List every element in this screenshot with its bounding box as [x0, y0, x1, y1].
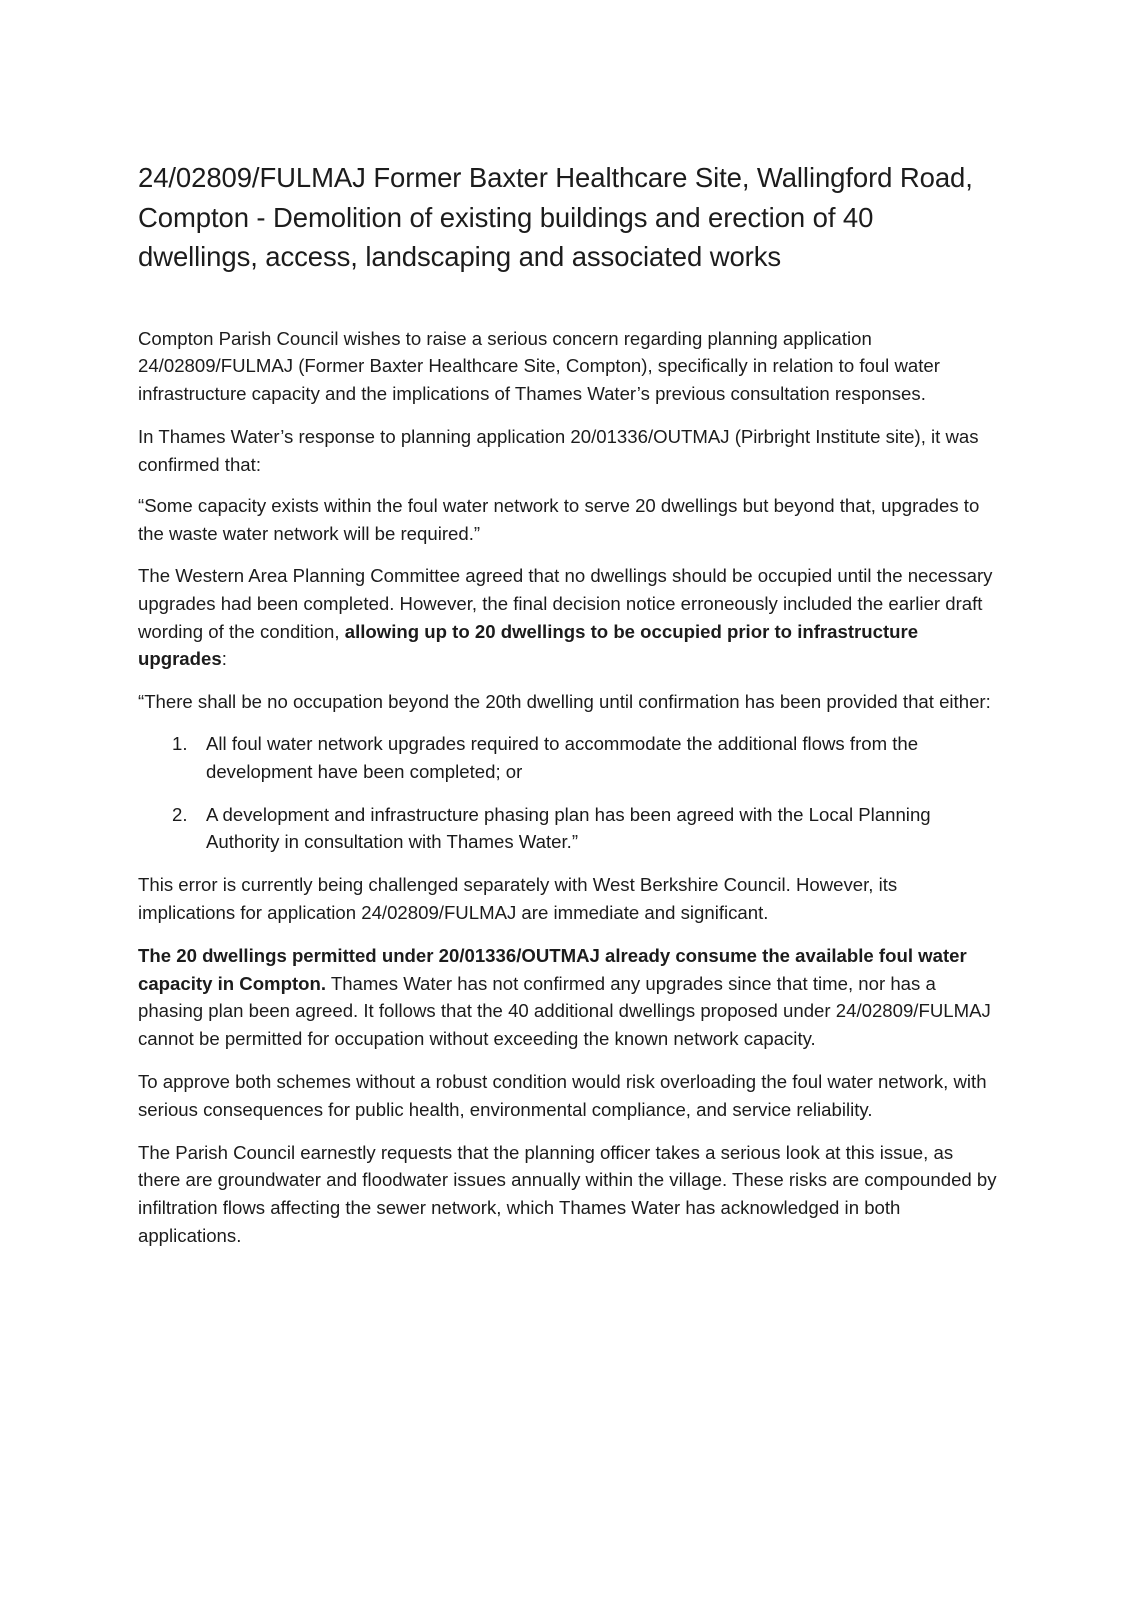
list-item-text: A development and infrastructure phasing plan has been agreed with the Local Planning Authority in consultation with Thames Water.” — [206, 803, 931, 853]
paragraph-quote-capacity: “Some capacity exists within the foul water network to serve 20 dwellings but beyond that, upgrades to the waste water network will be required.” — [138, 495, 980, 545]
paragraph-intro: Compton Parish Council wishes to raise a serious concern regarding planning application 24/02809/FULMAJ (Former Baxter Healthcare Site, Compton), specifically in relation to foul water infrastructure capacity and the implications of Thames Water’s previous consultation responses. — [138, 327, 940, 405]
list-item — [138, 801, 998, 857]
paragraph-challenge: This error is currently being challenged separately with West Berkshire Council. However, its implications for application 24/02809/FULMAJ are immediate and significant. — [138, 874, 898, 924]
paragraph-capacity-consumed — [138, 942, 998, 1053]
paragraph-committee-text: The Western Area Planning Committee agreed that no dwellings should be occupied until the necessary upgrades had been completed. However, the final decision notice erroneously included the earlier draft wording of the condition, — [138, 565, 993, 642]
paragraph-committee-end: : — [221, 648, 227, 670]
list-item-number: 2. — [172, 803, 188, 825]
paragraph-capacity-text: Thames Water has not confirmed any upgrades since that time, nor has a phasing plan been agreed. It follows that the 40 additional dwellings proposed under 24/02809/FULMAJ cannot be permitted for occupation without exceeding the known network capacity. — [138, 972, 991, 1050]
paragraph-committee-bold: allowing up to 20 dwellings to be occupied prior to infrastructure upgrades — [138, 620, 919, 670]
paragraph-request: The Parish Council earnestly requests that the planning officer takes a serious look at this issue, as there are groundwater and floodwater issues annually within the village. These risks are compounded by infiltration flows affecting the sewer network, which Thames Water has acknowledged in both applications. — [138, 1141, 997, 1247]
list-item — [138, 730, 998, 786]
paragraph-committee — [138, 562, 998, 673]
document-content — [138, 158, 998, 1265]
document-title: 24/02809/FULMAJ Former Baxter Healthcare Site, Wallingford Road, Compton - Demolition of existing buildings and erection of 40 dwellings, access, landscaping and associated works — [138, 162, 973, 272]
paragraph-thames-response: In Thames Water’s response to planning application 20/01336/OUTMAJ (Pirbright Institute site), it was confirmed that: — [138, 425, 979, 475]
paragraph-condition-quote: “There shall be no occupation beyond the 20th dwelling until confirmation has been provided that either: — [138, 691, 991, 713]
paragraph-capacity-bold: The 20 dwellings permitted under 20/01336/OUTMAJ already consume the available foul water capacity in Compton. — [138, 944, 967, 994]
paragraph-risk: To approve both schemes without a robust condition would risk overloading the foul water network, with serious consequences for public health, environmental compliance, and service reliability. — [138, 1071, 987, 1120]
document-body — [138, 325, 998, 1250]
list-item-text: All foul water network upgrades required to accommodate the additional flows from the development have been completed; or — [206, 733, 919, 782]
list-item-number: 1. — [172, 733, 188, 755]
conditions-list — [138, 730, 998, 856]
